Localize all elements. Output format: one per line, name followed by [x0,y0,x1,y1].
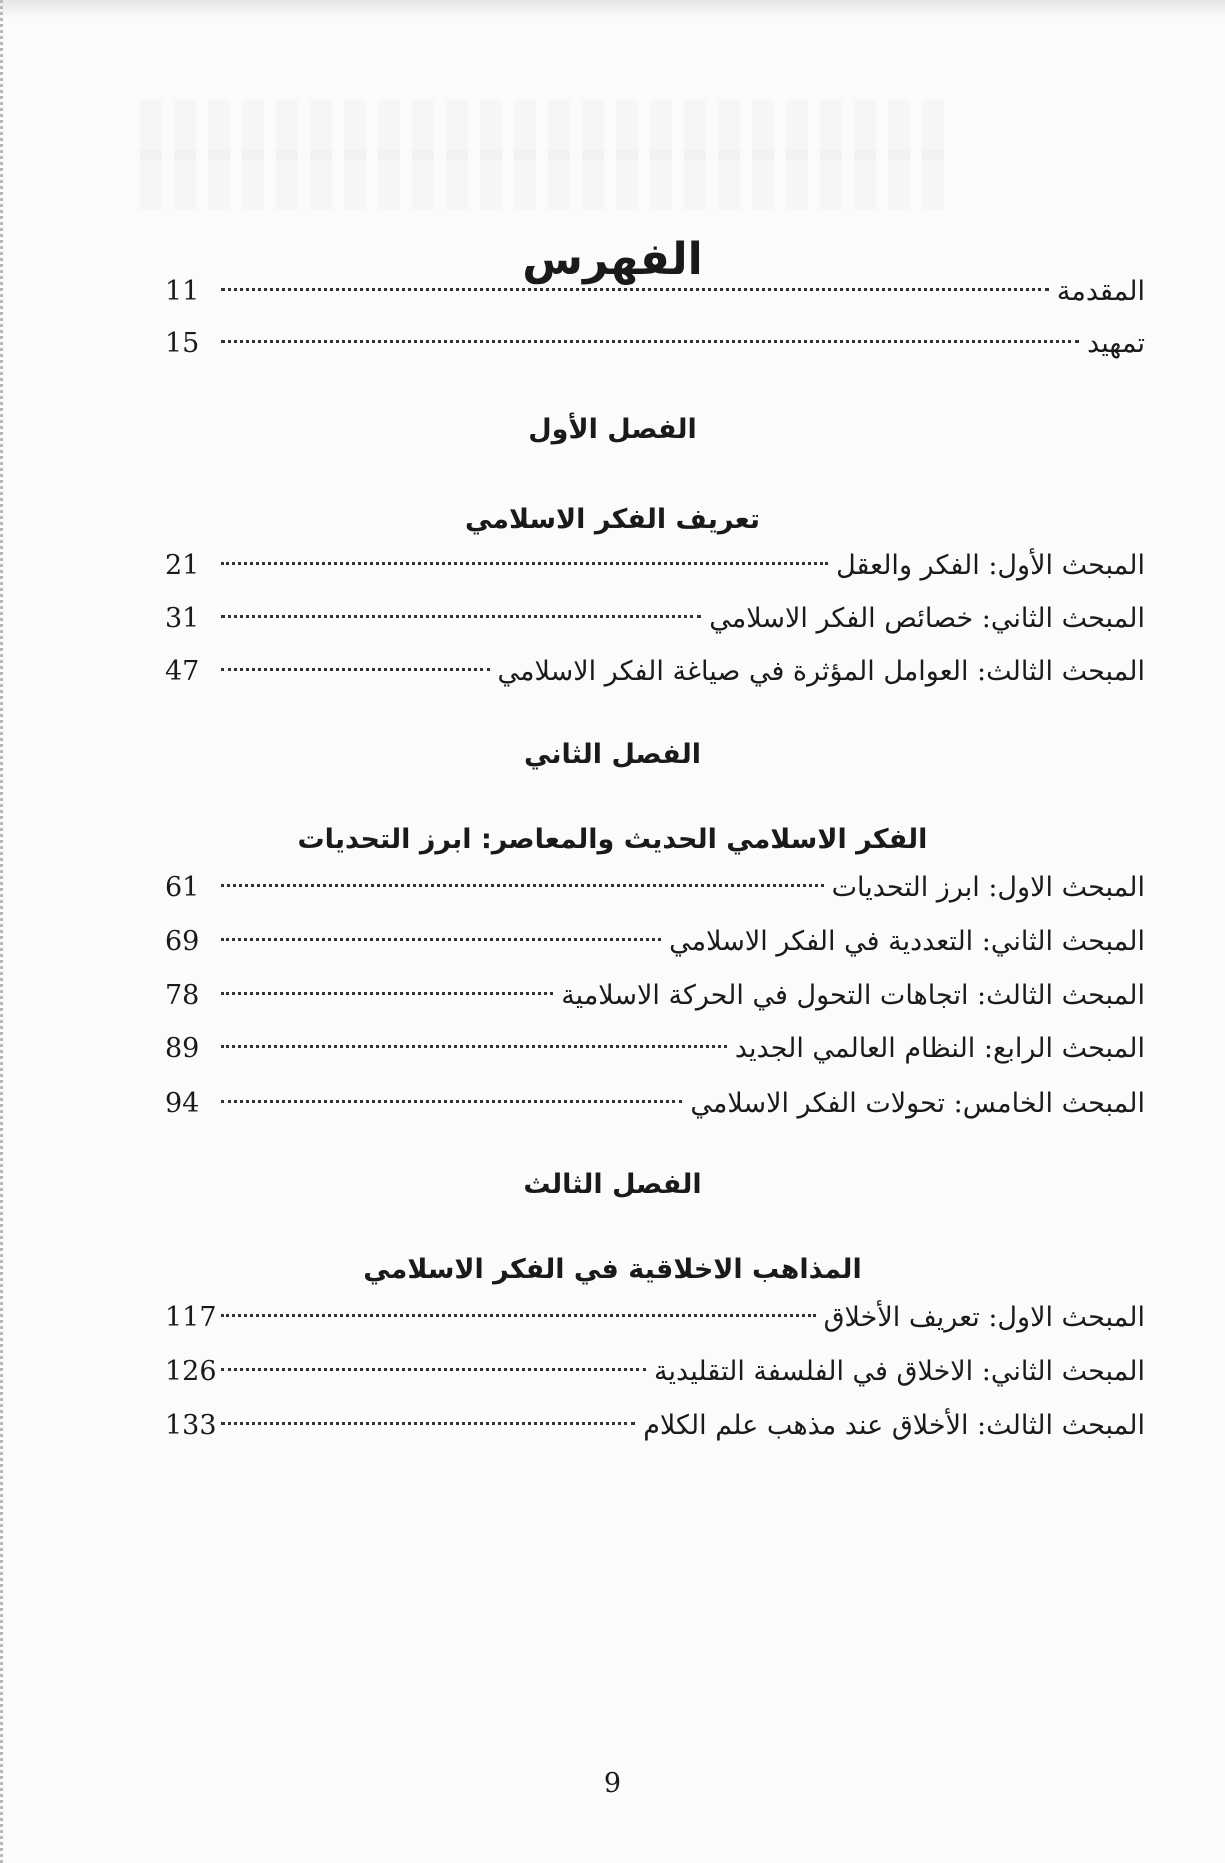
toc-entry-page: 89 [165,1033,200,1064]
toc-entry-page: 69 [165,926,200,957]
toc-entry-label: المبحث الرابع: النظام العالمي الجديد [734,1033,1145,1064]
toc-entry-label: المقدمة [1056,276,1145,307]
toc-entry-label: المبحث الثالث: اتجاهات التحول في الحركة الاسلامية [561,980,1145,1011]
toc-entry[interactable] [165,1350,1145,1394]
chapter-heading: الفصل الأول [528,414,697,445]
leader-dots [221,1045,727,1048]
toc-entry-page: 61 [165,872,200,903]
leader-dots [221,884,824,887]
toc-entry-page: 94 [165,1088,200,1119]
toc-entry[interactable] [165,650,1145,694]
leader-dots [221,1100,682,1103]
leader-dots [221,992,553,995]
toc-entry-label: المبحث الثالث: الأخلاق عند مذهب علم الكلام [643,1410,1145,1441]
chapter-subtitle: تعريف الفكر الاسلامي [464,504,761,535]
toc-entry-page: 117 [165,1302,217,1333]
toc-entry-label: المبحث الاول: ابرز التحديات [831,872,1145,903]
chapter-subtitle: الفكر الاسلامي الحديث والمعاصر: ابرز التحديات [297,824,928,855]
toc-entry-label: تمهيد [1087,328,1145,359]
toc-entry[interactable] [165,866,1145,910]
leader-dots [221,1314,816,1317]
toc-entry[interactable] [165,974,1145,1018]
toc-entry-page: 31 [165,603,200,634]
toc-entry-label: المبحث الاول: تعريف الأخلاق [823,1302,1145,1333]
toc-entry-label: المبحث الثاني: الاخلاق في الفلسفة التقليدية [654,1356,1145,1387]
toc-entry-page: 21 [165,550,200,581]
toc-entry-page: 126 [165,1356,217,1387]
toc-entry[interactable] [165,544,1145,588]
toc-entry[interactable] [165,1027,1145,1071]
toc-entry[interactable] [165,1082,1145,1126]
toc-entry-page: 15 [165,328,200,359]
toc-entry-page: 133 [165,1410,217,1441]
toc-entry[interactable] [165,1404,1145,1448]
toc-entry[interactable] [165,270,1145,314]
toc-entry[interactable] [165,322,1145,366]
chapter-heading: الفصل الثالث [523,1169,702,1200]
chapter-heading: الفصل الثاني [524,739,701,770]
toc-entry-label: المبحث الثالث: العوامل المؤثرة في صياغة الفكر الاسلامي [497,656,1145,687]
page-number: 9 [603,1768,622,1799]
leader-dots [221,938,661,941]
leader-dots [221,1368,646,1371]
toc-entry-label: المبحث الثاني: التعددية في الفكر الاسلامي [669,926,1145,957]
chapter-subtitle: المذاهب الاخلاقية في الفكر الاسلامي [363,1254,862,1285]
toc-entry-label: المبحث الأول: الفكر والعقل [836,550,1145,581]
toc-entry[interactable] [165,920,1145,964]
toc-entry-page: 47 [165,656,200,687]
toc-entry-label: المبحث الثاني: خصائص الفكر الاسلامي [709,603,1145,634]
leader-dots [221,340,1079,343]
leader-dots [221,1422,635,1425]
toc-title: الفهرس [522,234,703,285]
bleed-through-line [140,150,945,210]
leader-dots [221,668,490,671]
toc-entry[interactable] [165,1296,1145,1340]
page-top-shade [0,0,1225,18]
toc-entry[interactable] [165,597,1145,641]
toc-entry-page: 78 [165,980,200,1011]
leader-dots [221,288,1049,291]
toc-entry-label: المبحث الخامس: تحولات الفكر الاسلامي [690,1088,1145,1119]
leader-dots [221,615,701,618]
toc-entry-page: 11 [165,276,200,307]
leader-dots [221,562,828,565]
